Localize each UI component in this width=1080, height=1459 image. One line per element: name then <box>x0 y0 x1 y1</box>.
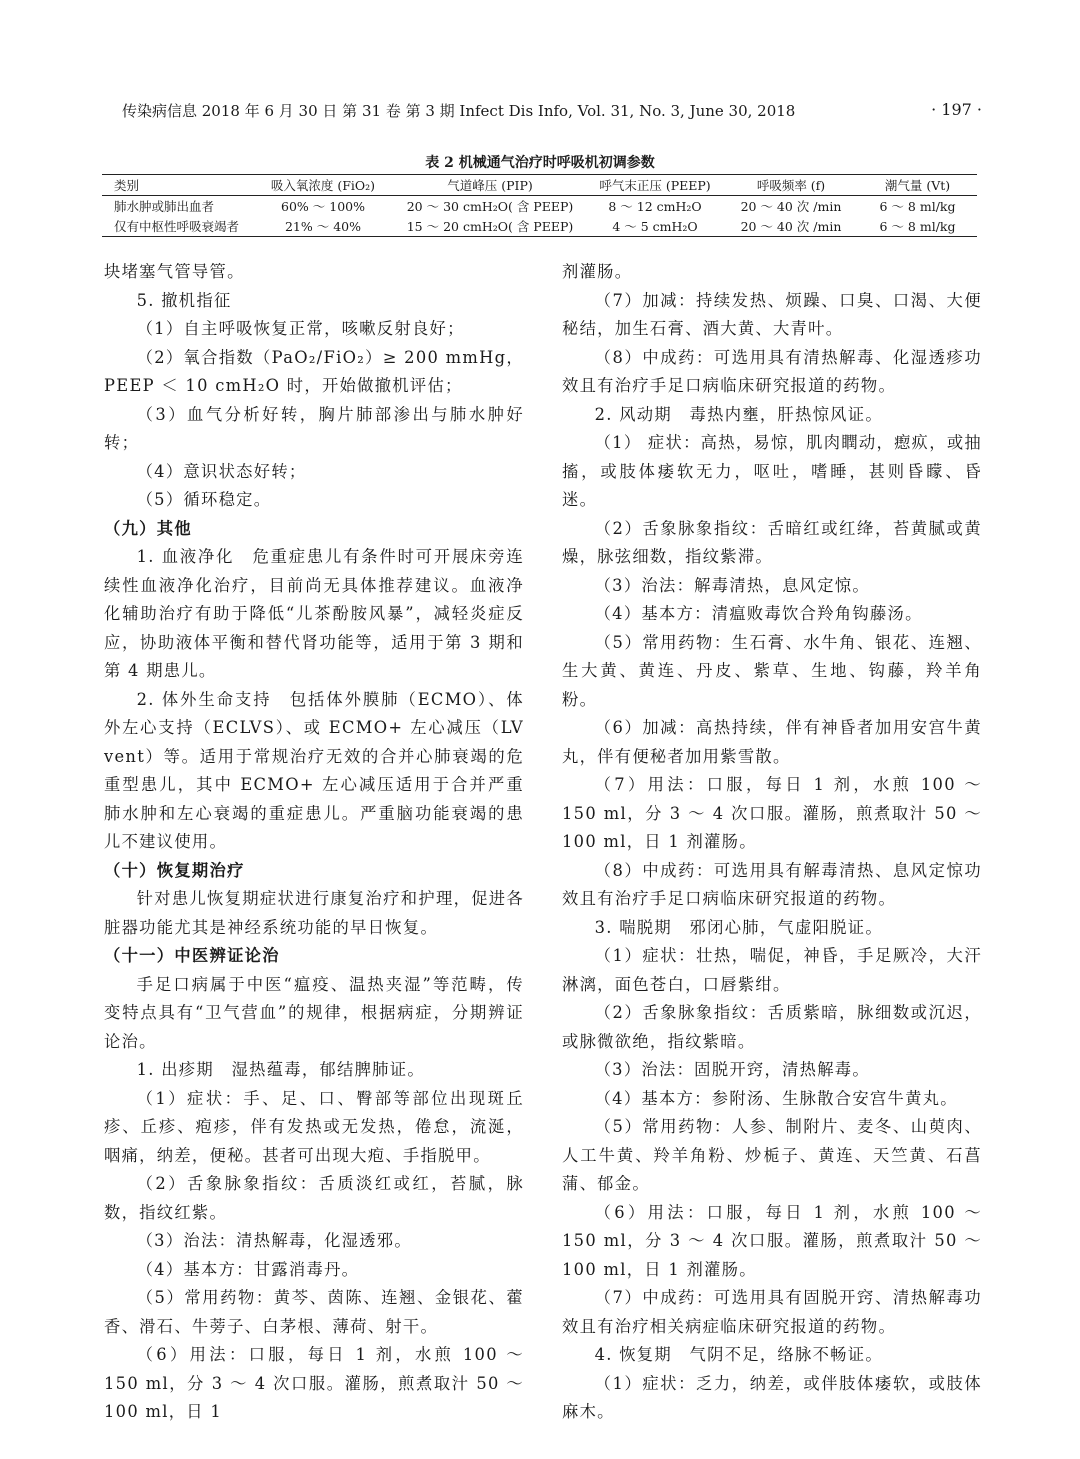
subheading: 5. 撤机指征 <box>136 290 232 310</box>
paragraph: 针对患儿恢复期症状进行康复治疗和护理，促进各脏器功能尤其是神经系统功能的早日恢复。 <box>104 889 524 937</box>
table-cell: 20 ～ 30 cmH₂O( 含 PEEP) <box>406 199 574 214</box>
subheading: 2. 风动期 毒热内壅，肝热惊风证。 <box>594 404 883 424</box>
paragraph: 1. 血液净化 危重症患儿有条件时可开展床旁连续性血液净化治疗，目前尚无具体推荐建议。血液净化辅助治疗有助于降低“儿茶酚胺风暴”，减轻炎症反应，协助液体平衡和替代肾功能等，适用于第 3 期和第 4 期患儿。 <box>104 547 524 680</box>
paragraph: 手足口病属于中医“瘟疫、温热夹湿”等范畴，传变特点具有“卫气营血”的规律，根据病症，分期辨证论治。 <box>104 974 524 1051</box>
section-heading: （九）其他 <box>104 518 192 538</box>
paragraph: （4）基本方：参附汤、生脉散合安宫牛黄丸。 <box>594 1088 958 1108</box>
paragraph: 块堵塞气管导管。 <box>104 262 245 281</box>
header-cell: 潮气量 (Vt) <box>884 178 951 193</box>
header-cell: 气道峰压 (PIP) <box>447 178 533 193</box>
right-column <box>562 258 982 1427</box>
table-row <box>102 216 977 237</box>
paragraph: （3）治法：固脱开窍，清热解毒。 <box>594 1060 870 1079</box>
paragraph: （5）循环稳定。 <box>136 490 272 509</box>
paragraph: （1）症状：乏力，纳差，或伴肢体痿软，或肢体麻木。 <box>562 1373 982 1421</box>
table-cell: 20 ～ 40 次 /min <box>740 219 842 234</box>
paragraph: （4）基本方：清瘟败毒饮合羚角钩藤汤。 <box>594 604 923 623</box>
paragraph: （8）中成药：可选用具有解毒清热、息风定惊功效且有治疗手足口病临床研究报道的药物。 <box>562 860 982 908</box>
table-cell: 4 ～ 5 cmH₂O <box>612 219 698 234</box>
running-header <box>122 100 982 121</box>
left-column <box>104 258 524 1427</box>
paragraph: （6）用法：口服，每日 1 剂，水煎 100 ～ 150 ml，分 3 ～ 4 次口服。灌肠，煎煮取汁 50 ～ 100 ml，日 1 剂灌肠。 <box>562 1202 982 1279</box>
table-cell: 20 ～ 40 次 /min <box>740 199 842 214</box>
paragraph: 剂灌肠。 <box>562 262 633 281</box>
table-cell: 6 ～ 8 ml/kg <box>879 219 956 234</box>
header-cell: 呼气末正压 (PEEP) <box>599 178 711 193</box>
paragraph: （4）基本方：甘露消毒丹。 <box>136 1259 360 1279</box>
subheading: 1. 出疹期 湿热蕴毒，郁结脾肺证。 <box>136 1060 425 1079</box>
paragraph: （4）意识状态好转； <box>136 461 307 481</box>
paragraph: （6）加减：高热持续，伴有神昏者加用安宫牛黄丸，伴有便秘者加用紫雪散。 <box>562 718 982 766</box>
paragraph: （1）自主呼吸恢复正常，咳嗽反射良好； <box>136 319 465 338</box>
paragraph: （5）常用药物：生石膏、水牛角、银花、连翘、生大黄、黄连、丹皮、紫草、生地、钩藤，羚羊角粉。 <box>562 632 982 709</box>
table-cell: 仅有中枢性呼吸衰竭者 <box>114 219 240 234</box>
table-cell: 8 ～ 12 cmH₂O <box>608 199 702 214</box>
table-header-row <box>102 175 977 196</box>
paragraph: （1）症状：壮热，喘促，神昏，手足厥冷，大汗淋漓，面色苍白，口唇紫绀。 <box>562 946 982 994</box>
paragraph: （3）血气分析好转，胸片肺部渗出与肺水肿好转； <box>104 404 524 452</box>
table-cell: 15 ～ 20 cmH₂O( 含 PEEP) <box>406 219 574 234</box>
table-cell: 21% ～ 40% <box>284 219 361 234</box>
paragraph: （5）常用药物：人参、制附片、麦冬、山萸肉、人工牛黄、羚羊角粉、炒栀子、黄连、天竺黄、石菖蒲、郁金。 <box>562 1117 982 1193</box>
paragraph: 2. 体外生命支持 包括体外膜肺（ECMO）、体外左心支持（ECLVS）、或 ECMO+ 左心减压（LV vent）等。适用于常规治疗无效的合并心肺衰竭的危重型患儿，其中 ECMO+ 左心减压适用于合并严重肺水肿和左心衰竭的重症患儿。严重脑功能衰竭的患儿不建议使用。 <box>104 689 524 851</box>
paragraph: （6）用法：口服，每日 1 剂，水煎 100 ～ 150 ml，分 3 ～ 4 次口服。灌肠，煎煮取汁 50 ～ 100 ml，日 1 <box>104 1345 524 1421</box>
paragraph: （8）中成药：可选用具有清热解毒、化湿透疹功效且有治疗手足口病临床研究报道的药物。 <box>562 347 982 395</box>
paragraph: （7）用法：口服，每日 1 剂，水煎 100 ～ 150 ml，分 3 ～ 4 次口服。灌肠，煎煮取汁 50 ～ 100 ml，日 1 剂灌肠。 <box>562 775 982 851</box>
page-number: · 197 · <box>931 100 982 119</box>
paragraph: （2）舌象脉象指纹：舌暗红或红绛，苔黄腻或黄燥，脉弦细数，指纹紫滞。 <box>562 518 982 566</box>
paragraph: （3）治法：清热解毒，化湿透邪。 <box>136 1231 412 1250</box>
section-heading: （十一）中医辨证论治 <box>104 946 280 965</box>
subheading: 4. 恢复期 气阴不足，络脉不畅证。 <box>594 1345 883 1364</box>
paragraph: （2）舌象脉象指纹：舌质紫暗，脉细数或沉迟，或脉微欲绝，指纹紫暗。 <box>562 1003 982 1051</box>
paragraph: （1） 症状：高热，易惊，肌肉瞤动，瘛疭，或抽搐，或肢体痿软无力，呕吐，嗜睡，甚则昏矇、昏迷。 <box>562 433 982 509</box>
subheading: 3. 喘脱期 邪闭心肺，气虚阳脱证。 <box>594 917 883 937</box>
header-cell: 呼吸频率 (f) <box>756 178 826 193</box>
header-cell: 吸入氧浓度 (FiO₂) <box>270 178 376 193</box>
paragraph: （1）症状：手、足、口、臀部等部位出现斑丘疹、丘疹、疱疹，伴有发热或无发热，倦怠，流涎，咽痛，纳差，便秘。甚者可出现大疱、手指脱甲。 <box>104 1088 524 1165</box>
table-cell: 6 ～ 8 ml/kg <box>879 199 956 214</box>
table-cell: 60% ～ 100% <box>281 199 365 214</box>
paragraph: （7）中成药：可选用具有固脱开窍、清热解毒功效且有治疗相关病症临床研究报道的药物。 <box>562 1288 982 1336</box>
header-cell: 类别 <box>114 178 140 193</box>
paragraph: （3）治法：解毒清热，息风定惊。 <box>594 575 870 595</box>
table-row <box>102 196 977 217</box>
section-heading: （十）恢复期治疗 <box>104 860 245 880</box>
paragraph: （2）氧合指数（PaO₂/FiO₂）≥ 200 mmHg，PEEP ＜ 10 cmH₂O 时，开始做撤机评估； <box>104 347 524 395</box>
paragraph: （2）舌象脉象指纹：舌质淡红或红，苔腻，脉数，指纹红紫。 <box>104 1174 524 1222</box>
paragraph: （5）常用药物：黄芩、茵陈、连翘、金银花、藿香、滑石、牛蒡子、白茅根、薄荷、射干。 <box>104 1288 524 1336</box>
ventilator-parameters-table <box>102 174 977 237</box>
table-cell: 肺水肿或肺出血者 <box>114 199 215 214</box>
table-caption: 表 2 机械通气治疗时呼吸机初调参数 <box>425 155 655 171</box>
paragraph: （7）加减：持续发热、烦躁、口臭、口渴、大便秘结，加生石膏、酒大黄、大青叶。 <box>562 290 982 338</box>
journal-citation: 传染病信息 2018 年 6 月 30 日 第 31 卷 第 3 期 Infect Dis Info, Vol. 31, No. 3, June 30, 2018 <box>122 102 796 120</box>
